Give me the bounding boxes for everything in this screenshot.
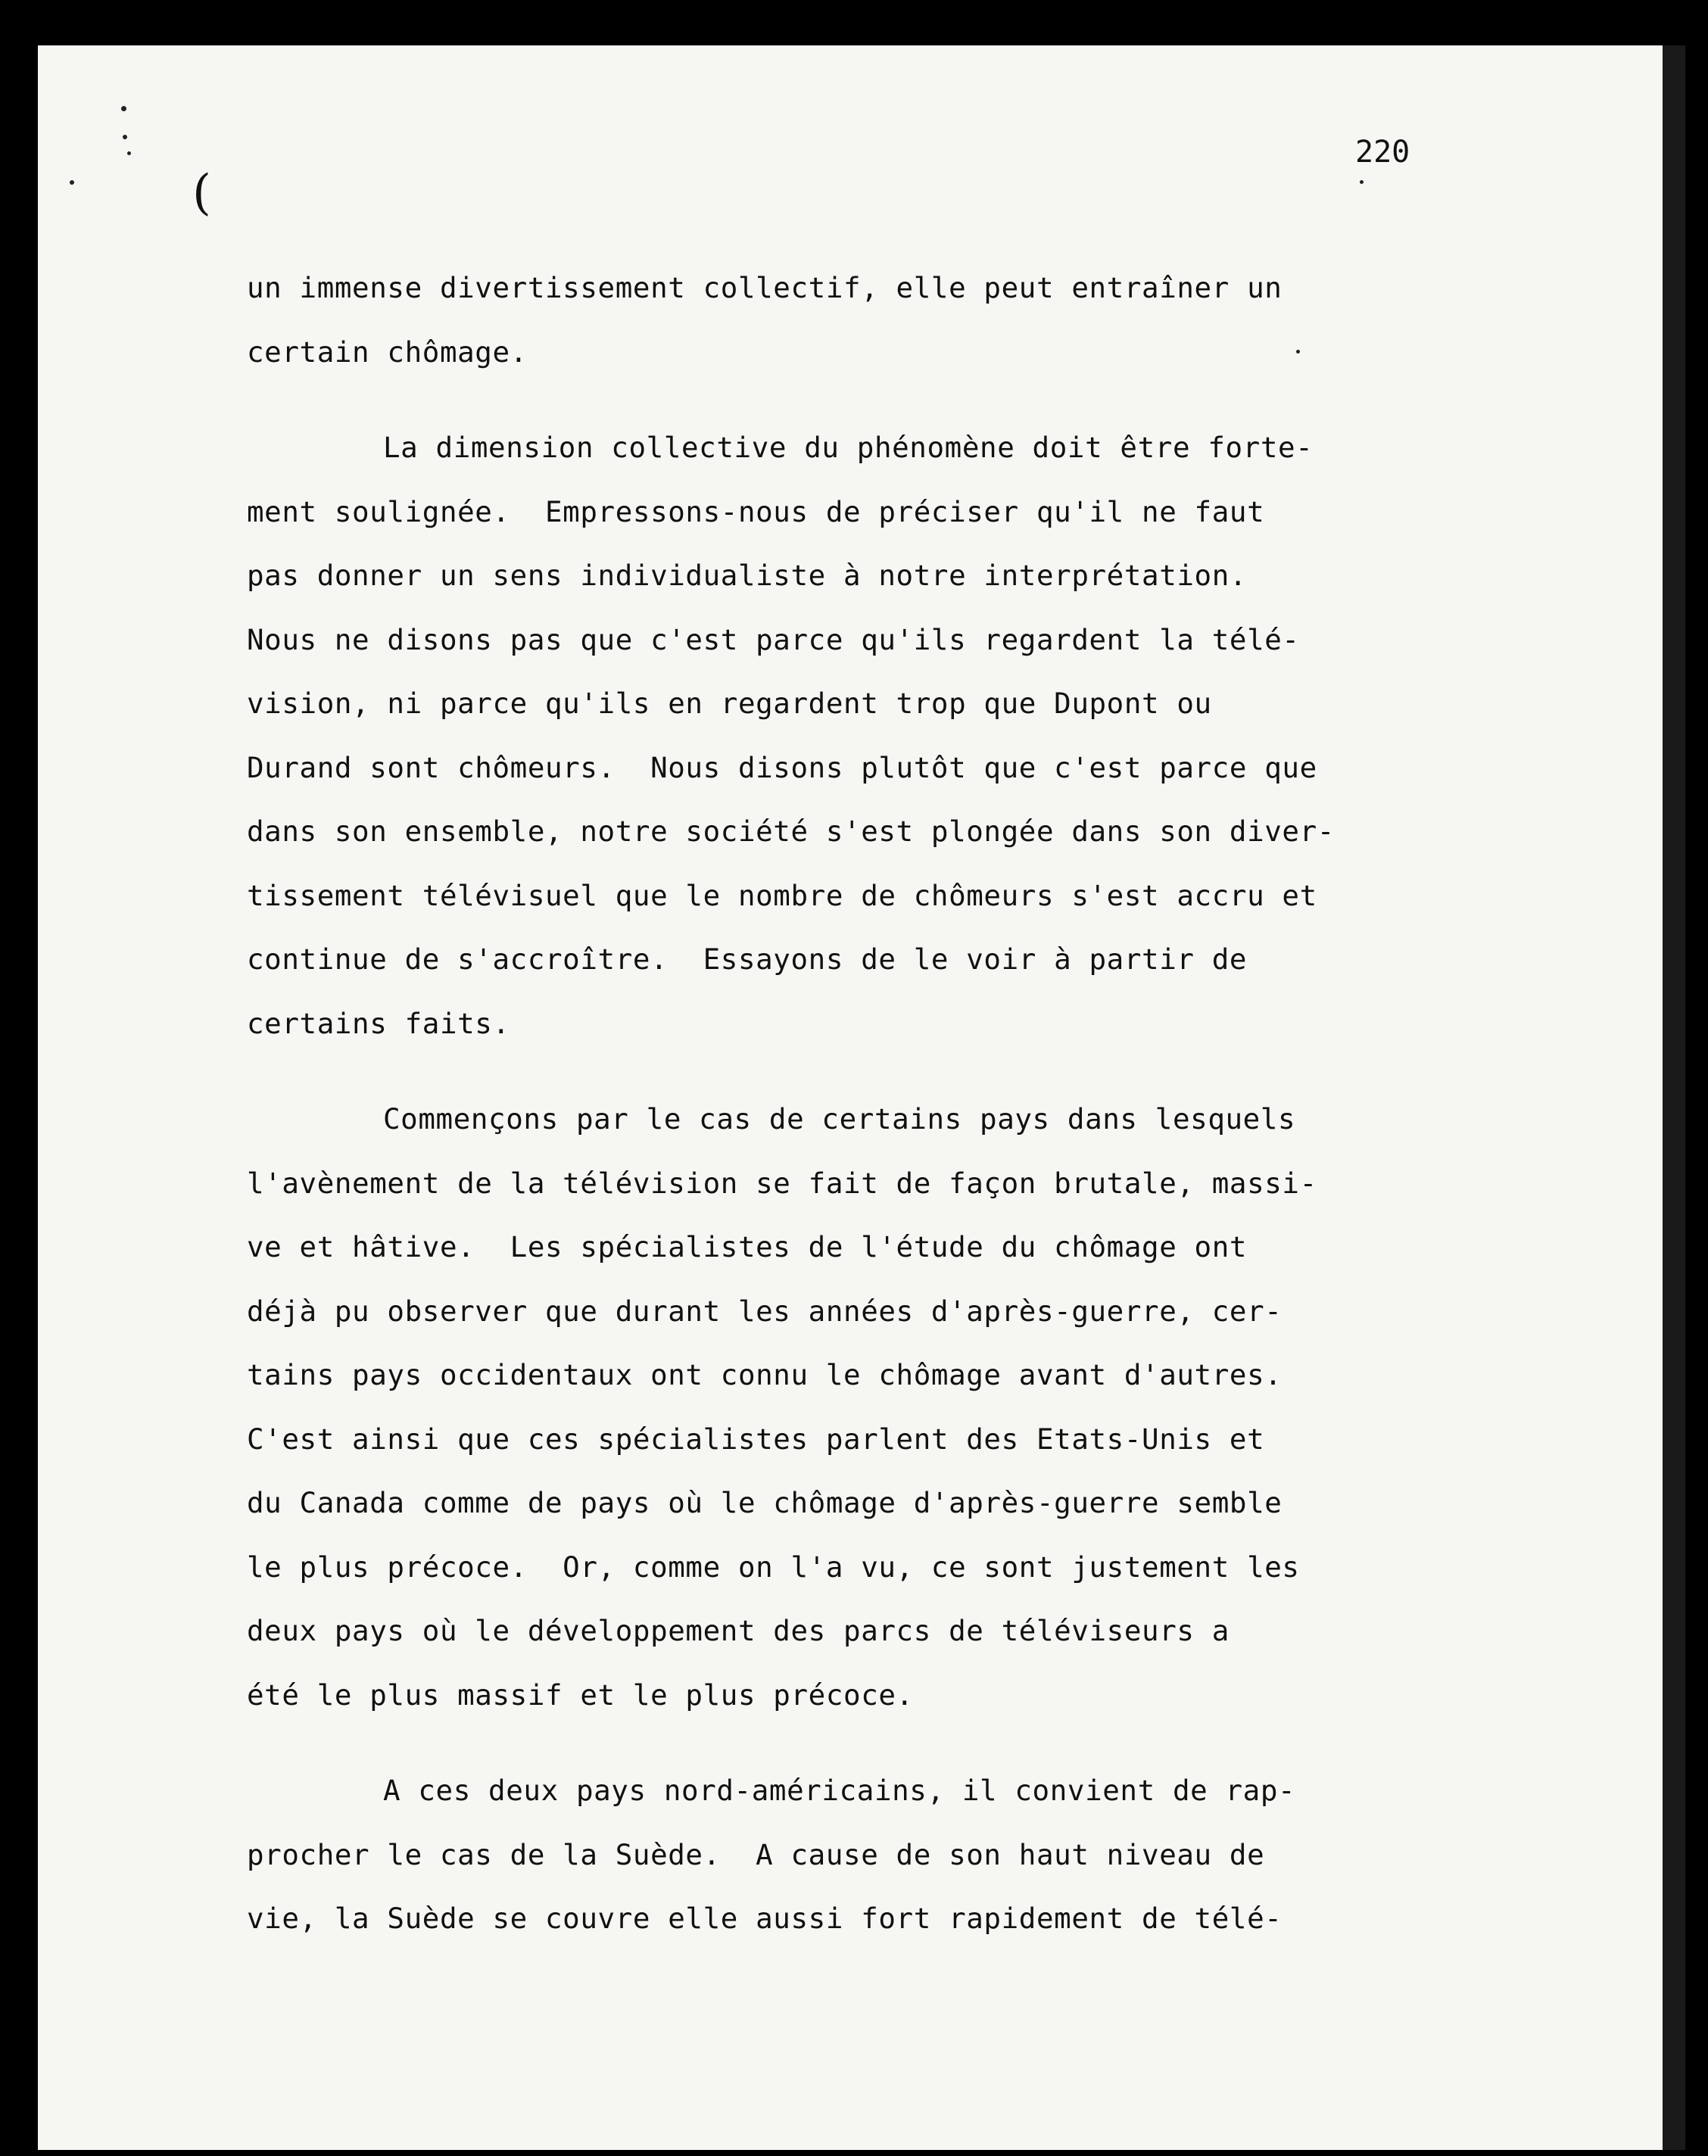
page-edge-shadow [1663, 45, 1685, 2150]
paragraph-3 [247, 1087, 1428, 1727]
body-text [247, 256, 1428, 1951]
text-line: procher le cas de la Suède. A cause de son haut niveau de [247, 1837, 1265, 1871]
text-line: le plus précoce. Or, comme on l'a vu, ce sont justement les [247, 1550, 1300, 1584]
text-line: du Canada comme de pays où le chômage d'après-guerre semble [247, 1486, 1283, 1519]
text-line: certains faits. [247, 1006, 510, 1040]
text-line: été le plus massif et le plus précoce. [247, 1678, 914, 1712]
text-line: deux pays où le développement des parcs de téléviseurs a [247, 1614, 1230, 1647]
text-line: tains pays occidentaux ont connu le chômage avant d'autres. [247, 1358, 1283, 1391]
text-line: Nous ne disons pas que c'est parce qu'ils regardent la télé- [247, 622, 1300, 656]
paragraph-4 [247, 1759, 1428, 1951]
text-line: un immense divertissement collectif, elle peut entraîner un [247, 271, 1283, 304]
text-line: l'avènement de la télévision se fait de façon brutale, massi- [247, 1166, 1317, 1200]
margin-mark: ( [192, 165, 211, 221]
text-line: pas donner un sens individualiste à notre interprétation. [247, 559, 1248, 592]
text-line: dans son ensemble, notre société s'est plongée dans son diver- [247, 815, 1335, 848]
text-line: ve et hâtive. Les spécialistes de l'étude du chômage ont [247, 1230, 1248, 1263]
text-line: La dimension collective du phénomène doit être forte- [383, 431, 1314, 464]
scan-speck [127, 151, 131, 155]
text-line: Commençons par le cas de certains pays dans lesquels [383, 1102, 1296, 1136]
text-line: déjà pu observer que durant les années d'après-guerre, cer- [247, 1294, 1283, 1328]
scan-speck [1360, 180, 1364, 184]
text-line: C'est ainsi que ces spécialistes parlent des Etats-Unis et [247, 1422, 1265, 1456]
text-line: A ces deux pays nord-américains, il convient de rap- [383, 1774, 1296, 1807]
scan-speck [70, 180, 74, 185]
text-line: certain chômage. [247, 335, 528, 369]
page-number: 220 [1355, 135, 1410, 170]
scan-speck [123, 135, 127, 139]
text-line: continue de s'accroître. Essayons de le voir à partir de [247, 942, 1248, 976]
paragraph-2 [247, 416, 1428, 1055]
text-line: vision, ni parce qu'ils en regardent trop que Dupont ou [247, 687, 1212, 720]
text-line: tissement télévisuel que le nombre de chômeurs s'est accru et [247, 878, 1317, 912]
text-line: Durand sont chômeurs. Nous disons plutôt que c'est parce que [247, 750, 1317, 784]
scan-speck [121, 106, 126, 111]
text-line: vie, la Suède se couvre elle aussi fort rapidement de télé- [247, 1902, 1283, 1935]
text-line: ment soulignée. Empressons-nous de préciser qu'il ne faut [247, 494, 1265, 528]
paragraph-1 [247, 256, 1428, 384]
